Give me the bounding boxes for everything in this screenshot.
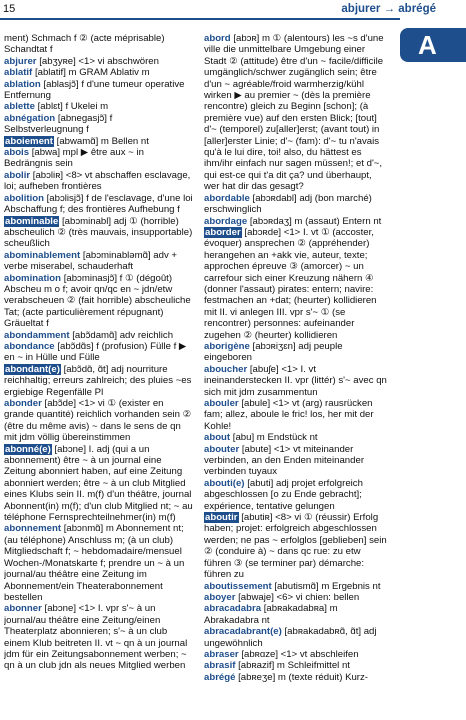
headword[interactable]: aborder <box>205 226 241 238</box>
thumb-index-tab[interactable] <box>400 28 466 62</box>
dictionary-entry <box>204 478 388 512</box>
dictionary-entry <box>4 67 194 78</box>
headword[interactable]: abracadabrant(e) <box>204 626 282 638</box>
entry-text: [abʀakadabʀa] m Abrakadabra nt <box>204 603 338 626</box>
dictionary-entry <box>4 273 194 330</box>
entry-text: [abʀɑze] <1> vt abschleifen <box>241 648 359 660</box>
dictionary-entry <box>4 170 194 193</box>
headword[interactable]: aboutissement <box>204 580 272 592</box>
header-rule <box>0 18 400 20</box>
headword[interactable]: abraser <box>204 648 239 660</box>
dictionary-entry <box>204 603 388 626</box>
page-header <box>0 0 466 22</box>
entry-text: [abɔminabl] adj ① (horrible) abscheulich ② (très mauvais, insupportable) scheußlich <box>4 215 193 250</box>
headword[interactable]: abouler <box>204 398 239 409</box>
headword[interactable]: abominablement <box>4 249 81 261</box>
headword[interactable]: abrasif <box>204 660 236 672</box>
dictionary-entry <box>204 432 388 443</box>
headword[interactable]: abord <box>204 33 231 44</box>
headword[interactable]: abouti(e) <box>204 477 245 489</box>
dictionary-entry <box>4 398 194 444</box>
dictionary-entry <box>204 512 388 580</box>
dictionary-entry <box>204 216 388 227</box>
dictionary-entry <box>204 626 388 649</box>
headword[interactable]: abominable <box>5 215 59 227</box>
headword[interactable]: abordage <box>204 215 248 227</box>
right-column <box>204 33 388 716</box>
entry-text: [ablɛt] f Ukelei m <box>37 101 109 113</box>
entry-text: [abɔne] <1> I. vpr s'~ à un journal/au théâtre eine Zeitung/einen Theaterplatz abonnieren; s'~ à un club einem Klub beitreten II. vt ~ qn à un journal jdm für ein Zeitungsabonnement werben; ~ qn à un club jdn als neues Mitglied werben <box>4 603 188 672</box>
headword[interactable]: abouter <box>204 443 240 455</box>
headword[interactable]: abondant(e) <box>5 363 60 375</box>
entry-text: [abwaje] <6> vi chien: bellen <box>238 591 360 603</box>
dictionary-entry <box>4 250 194 273</box>
dictionary-entry <box>4 364 194 398</box>
entry-text: [abule] <1> vt (arg) rausrücken fam; allez, aboule le fric! los, her mit der Kohle! <box>204 398 374 432</box>
dictionary-entry <box>204 398 388 432</box>
headword[interactable]: abois <box>4 147 30 159</box>
headword[interactable]: abonder <box>4 398 42 409</box>
headword[interactable]: abomination <box>4 272 62 284</box>
entry-text: ment) Schmach f ② (acte méprisable) Schandtat f <box>4 33 165 56</box>
headword[interactable]: about <box>204 432 231 444</box>
dictionary-entry <box>204 660 388 671</box>
dictionary-entry <box>4 101 194 112</box>
headword[interactable]: aboyer <box>204 591 236 603</box>
entry-text: [abɔminabləmɑ̃] adv + verbe miserabel, schauderhaft <box>4 249 178 273</box>
entry-text: [abɔ̃dɑ̃, ɑ̃t] adj nourriture reichhaltig; erreurs zahlreich; des pluies ~es ergiebige Regenfälle Pl <box>4 363 192 398</box>
headword[interactable]: ablation <box>4 78 41 90</box>
entry-text: [abɔʀ] m ① (alentours) les ~s d'une ville die unmittelbare Umgebung einer Stadt ② (attitude) être d'un ~ facile/difficile umgänglich/schwer zugänglich sein; être d'un ~ agréable/froid warmherzig/kühl wirken ▶ au premier ~ (dès la première rencontre) gleich zu Beginn [schon]; (à première vue) auf den ersten Blick; [tout] d'~ (temporel) zu[aller]erst; (avant tout) in [aller]erster Linie; d'~ (fam): d'~ tu n'avais qu'à le lui dire, toi! also, du hättest es ihm/ihr einfach nur sagen müssen!; et d'~, qui est-ce qui t'a dit ça? und überhaupt, wer hat dir das gesagt? <box>204 33 384 193</box>
page-number: 15 <box>3 3 16 15</box>
entry-text: [abutismɑ̃] m Ergebnis nt <box>274 580 381 592</box>
dictionary-entry <box>204 341 388 364</box>
headword[interactable]: ablette <box>4 101 35 113</box>
dictionary-entry <box>4 113 194 136</box>
entry-text: [abʀeʒe] m (texte réduit) Kurz- <box>238 671 368 683</box>
dictionary-entry <box>4 33 194 56</box>
entry-text: [abʒyʀe] <1> vi abschwören <box>39 55 159 67</box>
dictionary-entry <box>4 147 194 170</box>
dictionary-entry <box>204 444 388 478</box>
headword[interactable]: aboutir <box>205 512 238 524</box>
dictionary-entry <box>204 33 388 193</box>
entry-text: [abute] <1> vt miteinander verbinden, an den Enden miteinander verbinden tuyaux <box>204 443 365 478</box>
entry-text: [abɔliʀ] <8> vt abschaffen esclavage, loi; aufheben frontières <box>4 169 191 193</box>
entry-text: [abɔ̃de] <1> vi ① (exister en grande quantité) reichlich vorhanden sein ② (être du même avis) ~ dans le sens de qn mit jdm völlig übereinstimmen <box>4 398 192 444</box>
thumb-letter: A <box>418 30 437 60</box>
entry-text: [ablasjɔ̃] f d'une tumeur operative Entfernung <box>4 78 185 102</box>
dictionary-entry <box>4 341 194 364</box>
dictionary-entry <box>4 603 194 671</box>
entry-text: [abɔ̃damɑ̃] adv reichlich <box>72 329 174 341</box>
headword[interactable]: aborigène <box>204 340 250 352</box>
entry-text: [abɔʀde] <1> I. vt ① (accoster, évoquer) ansprechen ② (appréhender) herangehen an +akk vie, auteur, texte; approchen épreuve ③ (amorcer) ~ un carrefour sich einer Kreuzung nähern ④ (donner l'assaut) pirates: entern; navire: festmachen an +dat; (heurter) kollidieren mit II. vi anlegen III. vpr s'~ ① (se rencontrer) personnes: aufeinander zugehen ② (heurter) kollidieren <box>204 226 377 341</box>
entry-text: [abʀazif] m Schleifmittel nt <box>238 660 350 672</box>
entry-text: [abuti] adj projet erfolgreich abgeschlossen [o zu Ende gebracht]; expérience, tentative gelungen <box>204 477 363 512</box>
entry-text: [ablatif] m GRAM Ablativ m <box>34 67 150 79</box>
entry-text: [abɔ̃dɑ̃s] f (profusion) Fülle f ▶ en ~ in Hülle und Fülle <box>4 340 187 364</box>
entry-text: [abuʃe] <1> I. vt ineinanderstecken II. vpr (littér) s'~ avec qn sich mit jdm zusammentun <box>204 363 387 398</box>
entry-text: [abɔnmɑ̃] m Abonnement nt; (au téléphone) Anschluss m; (à un club) Mitgliedschaft f; ~ hebdomadaire/mensuel Wochen-/Monatskarte f; prendre un ~ à un journal/au théâtre eine Zeitung im Abonnement/ein Theaterabonnement bestellen <box>4 523 185 603</box>
dictionary-entry <box>4 193 194 216</box>
entry-text: [abɔʀdaʒ] m (assaut) Entern nt <box>249 215 382 227</box>
entry-text: [abɔlisjɔ̃] f de l'esclavage, d'une loi Abschaffung f; des frontières Aufhebung f <box>4 192 193 216</box>
dictionary-entry <box>204 592 388 603</box>
headword[interactable]: aboiement <box>5 135 53 147</box>
dictionary-entry <box>204 581 388 592</box>
headword[interactable]: abnégation <box>4 112 56 124</box>
dictionary-entry <box>204 649 388 660</box>
headword[interactable]: abonné(e) <box>5 443 51 455</box>
entry-text: [abutiʀ] <8> vi ① (réussir) Erfolg haben; projet: erfolgreich abgeschlossen werden; ne pas ~ erfolglos [geblieben] sein ② (conduire à) ~ dans qc rue: zu etw führen ③ (se terminer par) démarche: führen zu <box>204 512 387 581</box>
dictionary-entry <box>4 330 194 341</box>
headword[interactable]: abrégé <box>204 671 236 683</box>
headword[interactable]: abracadabra <box>204 603 262 615</box>
dictionary-entry <box>4 56 194 67</box>
headword[interactable]: abondance <box>4 340 55 352</box>
headword[interactable]: abonner <box>4 603 42 615</box>
entry-text: [abu] m Endstück nt <box>232 432 318 444</box>
entry-text: [abwamɑ̃] m Bellen nt <box>56 135 149 147</box>
entry-text: [abwa] mpl ▶ être aux ~ in Bedrängnis sein <box>4 147 144 170</box>
dictionary-entry <box>4 444 194 524</box>
entry-text: [abɔne] I. adj (qui a un abonnement) être ~ à un journal eine Zeitung abonniert haben, auf eine Zeitung abonniert werden; être ~ à un club Mitglied eines Klubs sein II. m(f) d'un théâtre, journal Abonnent(in) m(f); d'un club Mitglied nt; ~ au téléphone Fernsprechteilnehmer(in) m(f) <box>4 443 193 524</box>
dictionary-entry <box>204 364 388 398</box>
headword[interactable]: abonnement <box>4 523 62 535</box>
headword[interactable]: abjurer <box>4 55 37 67</box>
headword[interactable]: ablatif <box>4 67 33 79</box>
headword[interactable]: abordable <box>204 192 250 204</box>
headword[interactable]: abolir <box>4 169 31 181</box>
running-head: abjurer → abrégé <box>341 3 436 15</box>
dictionary-entry <box>204 193 388 216</box>
headword[interactable]: aboucher <box>204 363 248 375</box>
dictionary-entry <box>4 136 194 147</box>
dictionary-entry <box>4 79 194 102</box>
dictionary-entry <box>204 227 388 341</box>
left-column <box>4 33 194 716</box>
entry-text: [abɔʀiʒɛn] adj peuple eingeboren <box>204 340 343 364</box>
headword[interactable]: abolition <box>4 192 44 204</box>
entry-text: [abnegasjɔ̃] f Selbstverleugnung f <box>4 112 113 136</box>
entry-text: [abɔʀdabl] adj (bon marché) erschwinglich <box>204 192 372 216</box>
entry-text: [abʀakadabʀɑ̃, ɑ̃t] adj ungewöhnlich <box>204 626 377 649</box>
entry-text: [abɔminasjɔ̃] f ① (dégoût) Abscheu m o f; avoir qn/qc en ~ jdn/etw verabscheuen ② (fait horrible) abscheuliche Tat; (acte particulièrement répugnant) Gräueltat f <box>4 272 191 330</box>
dictionary-entry <box>204 672 388 683</box>
dictionary-entry <box>4 216 194 250</box>
headword[interactable]: abondamment <box>4 329 70 341</box>
dictionary-entry <box>4 523 194 603</box>
